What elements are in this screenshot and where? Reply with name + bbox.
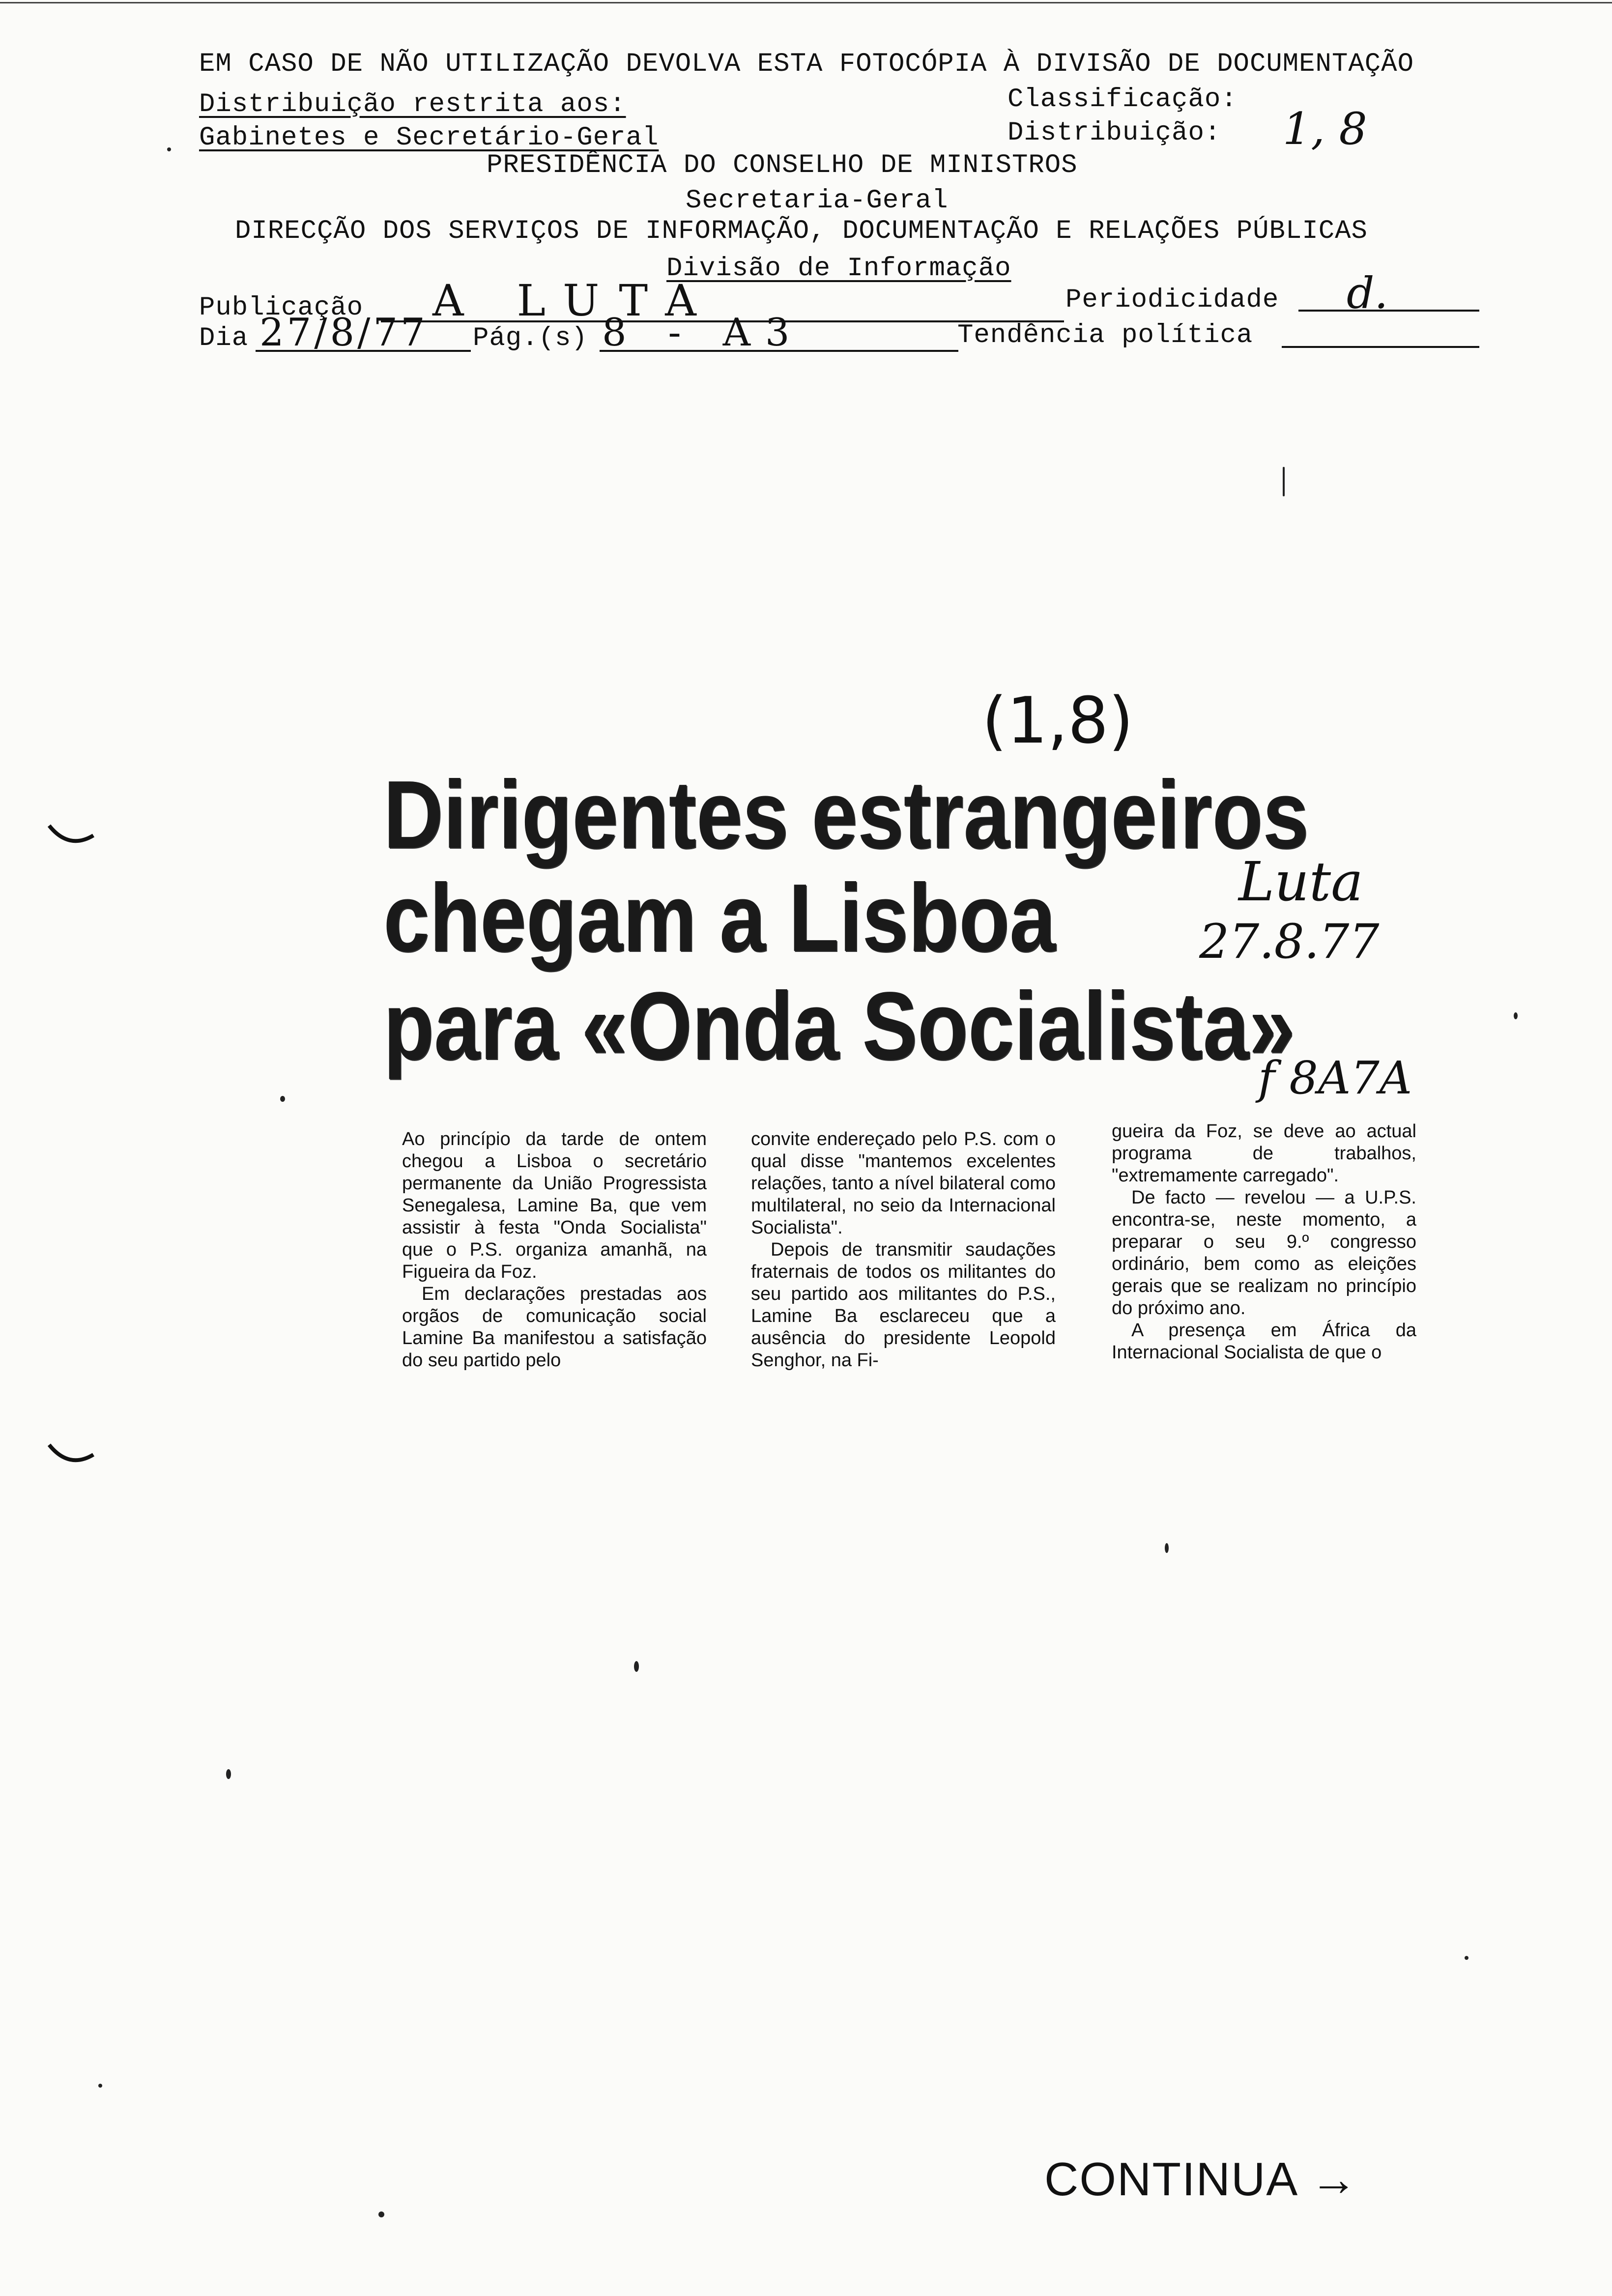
handwritten-note-top: Luta [1238,850,1363,913]
col3-paragraph-3: A presença em África da Internacional Socialista de que o [1112,1320,1416,1363]
presidency: PRESIDÊNCIA DO CONSELHO DE MINISTROS [487,150,1078,180]
continua-label: CONTINUA → [1044,2153,1358,2206]
scan-speck [1165,1543,1169,1553]
periodicity-value: d. [1347,268,1388,318]
handwritten-code: (1,8) [982,683,1134,758]
tendency-label: Tendência política [957,320,1253,350]
scan-speck [280,1096,285,1102]
article-column-3 [1112,1120,1416,1364]
article-column-2 [751,1128,1056,1372]
headline-line-2: chegam a Lisboa [383,864,1056,972]
return-notice: EM CASO DE NÃO UTILIZAÇÃO DEVOLVA ESTA FOTOCÓPIA À DIVISÃO DE DOCUMENTAÇÃO [199,49,1414,79]
headline-line-1: Dirigentes estrangeiros [383,761,1309,868]
scan-speck [1514,1012,1518,1019]
binder-hole-mark-bottom [44,1425,103,1484]
col2-paragraph-2: Depois de transmitir saudações fraternais de todos os militantes do seu partido aos militantes do P.S., Lamine Ba esclareceu que a ausência do presidente Leopold Senghor, na Fi- [751,1239,1056,1371]
binder-hole-mark-top [44,806,103,865]
headline-line-3: para «Onda Socialista» [383,972,1295,1080]
scan-speck [1283,467,1285,496]
scan-speck [1465,1956,1468,1960]
col2-paragraph-1: convite endereçado pelo P.S. com o qual disse "mantemos excelentes relações, tanto a nível bilateral como multilateral, no seio da Internacional Socialista". [751,1129,1056,1238]
col3-paragraph-2: De facto — revelou — a U.P.S. encontra-se, neste momento, a preparar o seu 9.º congresso ordinário, bem como as eleições gerais que se realizam no princípio do próximo ano. [1112,1187,1416,1319]
restricted-distribution-label: Distribuição restrita aos: [199,89,626,119]
distribution-label: Distribuição: [1008,118,1221,148]
handwritten-note-bottom: f 8A7A [1258,1052,1412,1104]
scan-speck [378,2211,384,2217]
col3-paragraph-1: gueira da Foz, se deve ao actual programa de trabalhos, "extremamente carregado". [1112,1121,1416,1186]
scan-speck [167,147,171,151]
scan-edge [0,2,1612,3]
periodicity-label: Periodicidade [1065,285,1279,315]
distribution-value: 1, 8 [1283,103,1367,155]
scan-speck [226,1769,231,1779]
day-label: Dia [199,323,249,353]
pages-label: Pág.(s) [473,323,588,353]
restricted-to: Gabinetes e Secretário-Geral [199,123,659,153]
scan-speck [634,1661,639,1672]
division: Divisão de Informação [666,254,1011,284]
secretariat: Secretaria-Geral [686,186,949,216]
handwritten-note-mid: 27.8.77 [1199,914,1380,969]
classification-label: Classificação: [1008,85,1238,115]
col1-paragraph-1: Ao princípio da tarde de ontem chegou a Lisboa o secretário permanente da União Progressista Senegalesa, Lamine Ba, que vem assistir à festa "Onda Socialista" que o P.S. organiza amanhã, na Figueira da Foz. [402,1129,707,1282]
pages-value: 8 - A3 [602,311,805,355]
col1-paragraph-2: Em declarações prestadas aos orgãos de comunicação social Lamine Ba manifestou a satisfação do seu partido pelo [402,1284,707,1371]
periodicity-line [1298,310,1479,312]
scan-speck [98,2084,102,2088]
article-column-1 [402,1128,707,1372]
tendency-line [1282,346,1479,348]
publication-value: A LUTA [432,275,716,326]
day-value: 27/8/77 [259,311,428,355]
publication-label: Publicação [199,293,364,323]
directorate: DIRECÇÃO DOS SERVIÇOS DE INFORMAÇÃO, DOCUMENTAÇÃO E RELAÇÕES PÚBLICAS [235,216,1368,246]
